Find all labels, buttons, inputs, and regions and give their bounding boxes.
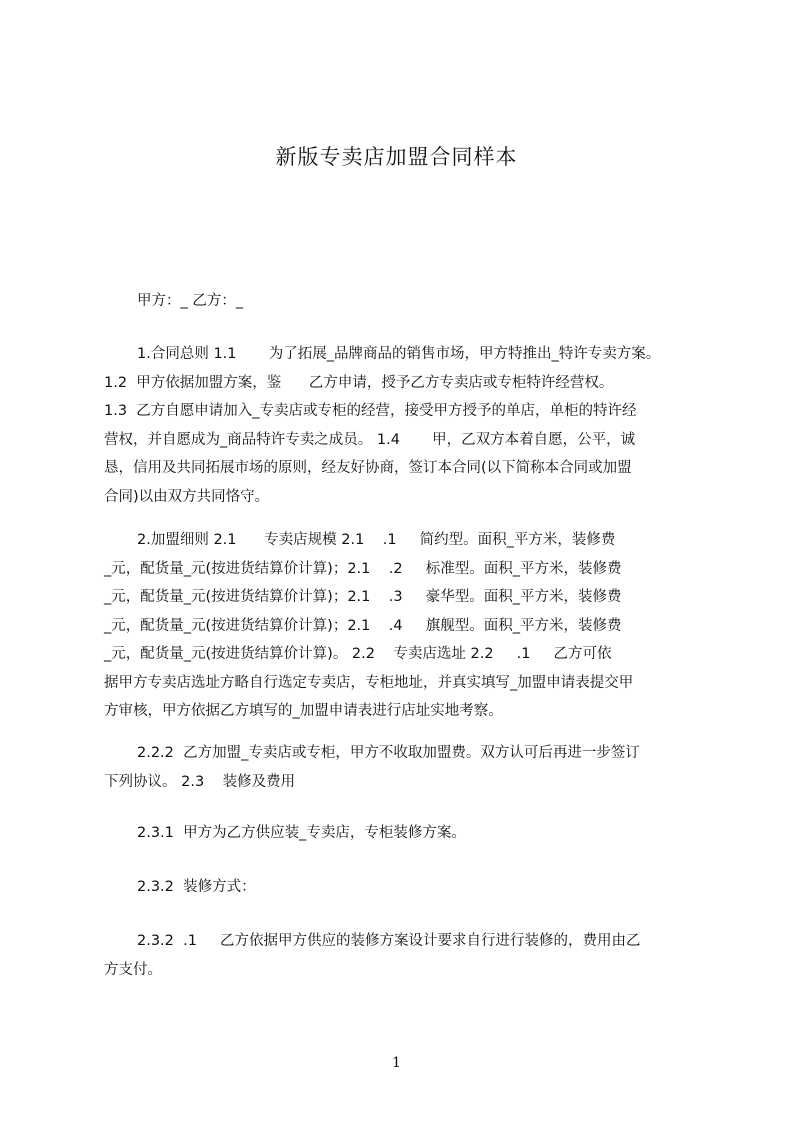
- parties-paragraph: [104, 287, 700, 316]
- paragraph-line: 合同)以由双方共同恪守。: [104, 488, 270, 505]
- page-number: 1: [392, 1055, 401, 1071]
- document-title: 新版专卖店加盟合同样本: [275, 145, 518, 169]
- paragraph-line: 方审核，甲方依据乙方填写的_加盟申请表进行店址实地考察。: [104, 703, 503, 719]
- section-2-3-2: [104, 873, 700, 902]
- paragraph-line: 恳，信用及共同拓展市场的原则，经友好协商，签订本合同(以下简称本合同或加盟: [104, 460, 632, 476]
- paragraph-line: 1.合同总则 1.1 为了拓展_品牌商品的销售市场，甲方特推出_特许专卖方案。: [137, 346, 661, 362]
- paragraph-line: 2.3.2 .1 乙方依据甲方供应的装修方案设计要求自行进行装修的，费用由乙: [137, 933, 641, 949]
- paragraph-line: _元，配货量_元(按进货结算价计算)；2.1 .4 旗舰型。面积_平方米，装修费: [104, 617, 622, 634]
- section-2-2-2: [104, 739, 700, 796]
- section-2-3-1: [104, 819, 700, 848]
- section-2-3-2-1: [104, 927, 700, 984]
- paragraph-line: 2.3.2 装修方式：: [137, 879, 256, 895]
- paragraph-line: 1.3 乙方自愿申请加入_专卖店或专柜的经营，接受甲方授予的单店，单柜的特许经: [104, 403, 637, 419]
- paragraph-line: _元，配货量_元(按进货结算价计算)；2.1 .2 标准型。面积_平方米，装修费: [104, 560, 622, 577]
- paragraph-line: _元，配货量_元(按进货结算价计算)。 2.2 专卖店选址 2.2 .1 乙方可依: [104, 646, 612, 662]
- paragraph-line: 2.加盟细则 2.1 专卖店规模 2.1 .1 简约型。面积_平方米，装修费: [137, 532, 616, 548]
- section-general-provisions: [104, 340, 700, 511]
- paragraph-line: _元，配货量_元(按进货结算价计算)；2.1 .3 豪华型。面积_平方米，装修费: [104, 589, 622, 605]
- paragraph-line: 2.2.2 乙方加盟_专卖店或专柜，甲方不收取加盟费。双方认可后再进一步签订: [137, 745, 640, 761]
- paragraph-line: 2.3.1 甲方为乙方供应装_专卖店，专柜装修方案。: [137, 825, 466, 841]
- paragraph-line: 据甲方专卖店选址方略自行选定专卖店，专柜地址，并真实填写_加盟申请表提交甲: [104, 674, 634, 691]
- paragraph-line: 营权，并自愿成为_商品特许专卖之成员。 1.4 甲，乙双方本着自愿，公平，诚: [104, 431, 636, 448]
- section-franchise-details: [104, 526, 700, 726]
- paragraph-line: 1.2 甲方依据加盟方案，鉴 乙方申请，授予乙方专卖店或专柜特许经营权。: [104, 374, 614, 391]
- paragraph-line: 下列协议。 2.3 装修及费用: [104, 773, 296, 790]
- parties-line: 甲方：_ 乙方：_: [137, 293, 244, 309]
- paragraph-line: 方支付。: [104, 961, 162, 978]
